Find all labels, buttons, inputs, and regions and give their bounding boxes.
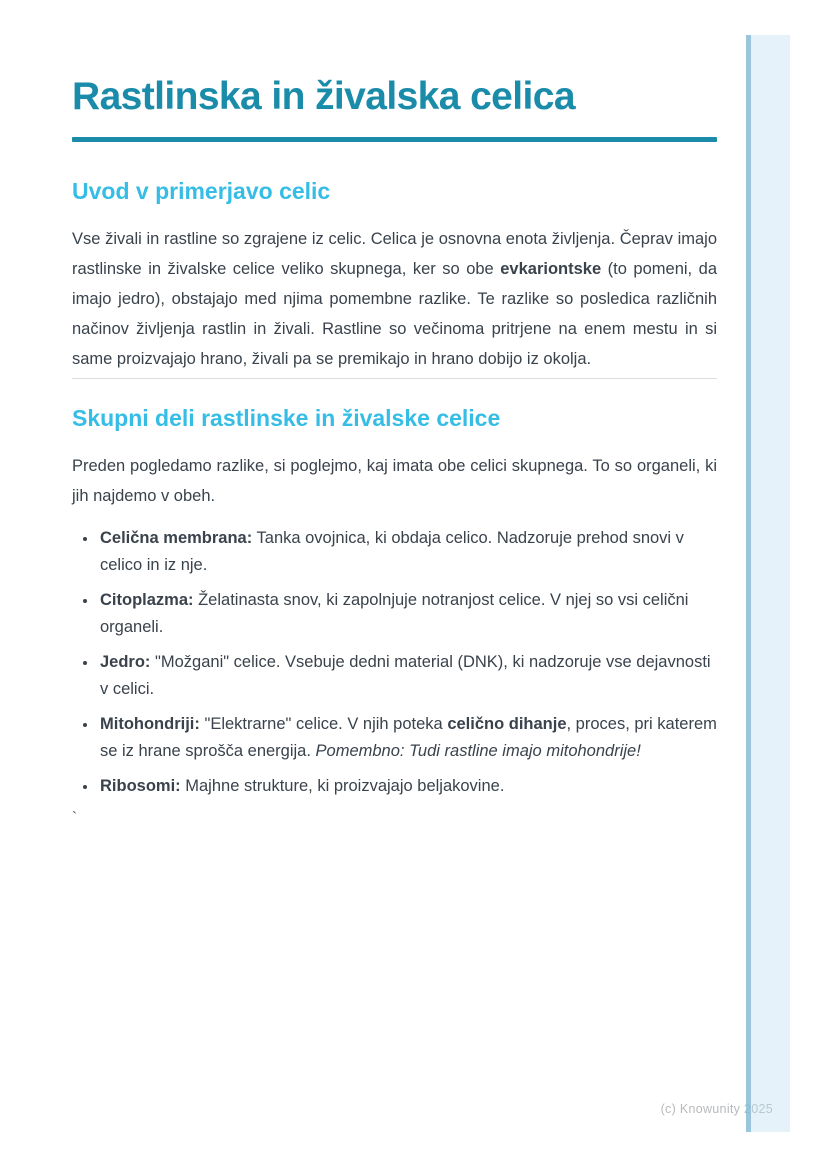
section-heading-common-parts: Skupni deli rastlinske in živalske celice (72, 405, 501, 431)
text-segment: evkariontske (500, 260, 602, 278)
text-segment: celično dihanje (447, 715, 567, 733)
text-segment: Citoplazma: (100, 591, 194, 609)
text-segment: Tanka ovojnica, ki obdaja celico. Nadzoruje prehod snovi v celico in iz nje. (100, 529, 684, 574)
text-segment: "Možgani" celice. Vsebuje dedni material (DNK), ki nadzoruje vse dejavnosti v celici. (100, 653, 711, 698)
organelle-bullet-list (72, 525, 717, 800)
text-segment: , proces, pri katerem se iz hrane sprošča energija. (100, 715, 717, 760)
intro-paragraph (72, 224, 717, 374)
text-segment: Ribosomi: (100, 777, 181, 795)
section-common-parts (72, 405, 717, 800)
text-segment: Pomembno: Tudi rastline imajo mitohondrije! (315, 742, 641, 760)
common-parts-paragraph (72, 451, 717, 511)
list-item (98, 525, 717, 579)
text-segment: (to pomeni, da imajo jedro), obstajajo med njima pomembne razlike. Te razlike so posledica različnih načinov življenja rastlin in živali. Rastline so večinoma pritrjene na enem mestu in si same proizvajajo hrano, živali pa se premikajo in hrano dobijo iz okolja. (72, 260, 717, 368)
text-segment: Vse živali in rastline so zgrajene iz celic. Celica je osnovna enota življenja. Čeprav imajo rastlinske in živalske celice veliko skupnega, ker so obe (72, 230, 717, 278)
text-segment: Mitohondriji: (100, 715, 200, 733)
copyright-footer: (c) Knowunity 2025 (660, 1102, 773, 1116)
text-segment: Majhne strukture, ki proizvajajo beljakovine. (180, 777, 505, 795)
text-segment: Jedro: (100, 653, 151, 671)
list-item (98, 773, 717, 800)
document-content (72, 0, 717, 828)
page-title: Rastlinska in živalska celica (72, 75, 575, 118)
text-segment: "Elektrarne" celice. V njih poteka (199, 715, 448, 733)
text-segment: Želatinasta snov, ki zapolnjuje notranjost celice. V njej so vsi celični organeli. (100, 591, 689, 636)
title-rule (72, 137, 717, 142)
section-intro (72, 178, 717, 374)
text-segment: Celična membrana: (100, 529, 253, 547)
text-segment: Preden pogledamo razlike, si poglejmo, kaj imata obe celici skupnega. To so organeli, ki jih najdemo v obeh. (72, 457, 717, 505)
stray-character: ` (72, 809, 77, 826)
section-divider (72, 378, 717, 379)
decorative-side-bar (746, 35, 790, 1132)
list-item (98, 711, 717, 765)
section-heading-intro: Uvod v primerjavo celic (72, 178, 331, 204)
list-item (98, 587, 717, 641)
list-item (98, 649, 717, 703)
